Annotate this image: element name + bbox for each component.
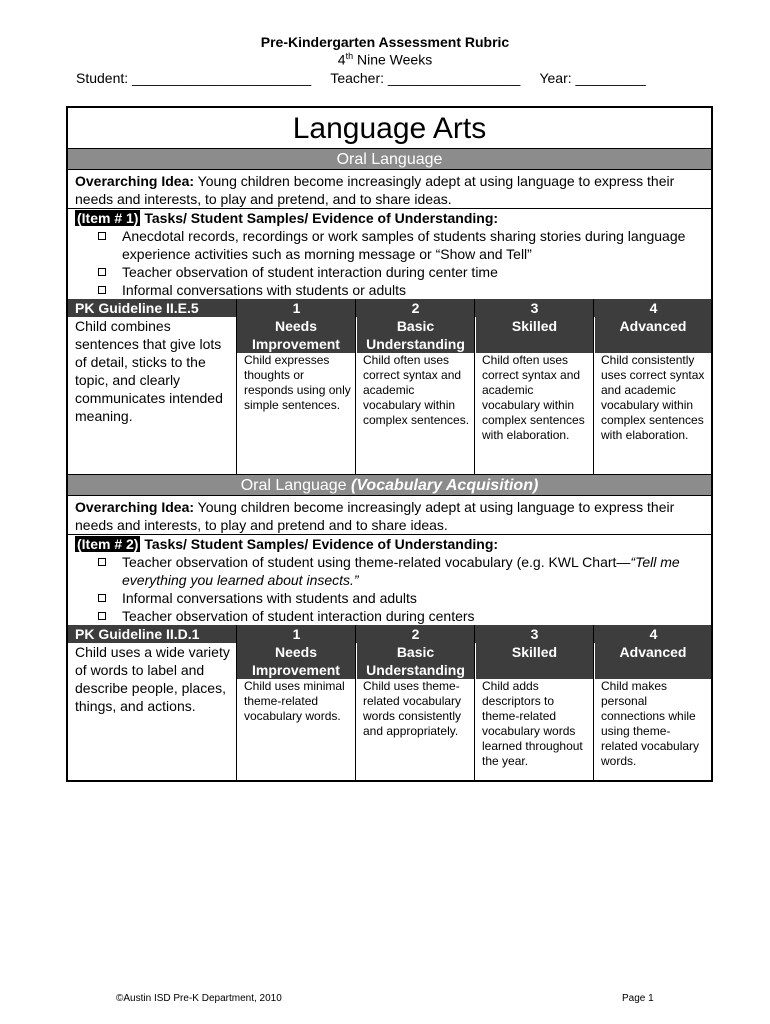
level-name: Needs Improvement (237, 317, 355, 353)
section-1-standard-text: Child combines sentences that give lots of detail, sticks to the topic, and clearly communicates intended meaning. (75, 318, 223, 424)
level-number: 2 (411, 300, 420, 316)
descriptor-skilled: Child adds descriptors to theme-related vocabulary words learned throughout the year. (482, 679, 583, 768)
descriptor-skilled: Child often uses correct syntax and academic vocabulary within complex sentences with elaboration. (482, 353, 585, 442)
level-name: Needs Improvement (237, 643, 355, 679)
section-2-standard-text: Child uses a wide variety of words to label and describe people, places, things, and actions. (75, 644, 230, 714)
column-divider (474, 299, 475, 474)
student-teacher-year-line: Student: _______________________ Teacher: _________________ Year: _________ (76, 70, 646, 86)
column-divider (355, 299, 356, 474)
level-name: Skilled (476, 317, 593, 353)
column-divider (355, 625, 356, 780)
section-1-bar: Oral Language (68, 148, 711, 170)
document-title: Pre-Kindergarten Assessment Rubric (260, 34, 510, 50)
descriptor-basic: Child often uses correct syntax and academic vocabulary within complex sentences. (363, 353, 470, 427)
checkbox-icon (98, 268, 106, 276)
column-divider (236, 299, 237, 474)
footer-page-number: Page 1 (622, 993, 654, 1004)
section-1-bullet: Teacher observation of student interaction during center time (98, 263, 708, 281)
section-2-bullet: Teacher observation of student interaction during centers (98, 607, 708, 625)
checkbox-icon (98, 594, 106, 602)
checkbox-icon (98, 612, 106, 620)
section-1-bullet: Informal conversations with students or adults (98, 281, 708, 299)
section-1-guideline-row (68, 299, 711, 317)
guideline-label: PK Guideline II.D.1 (75, 626, 200, 642)
level-name: Skilled (476, 643, 593, 679)
subject-title: Language Arts (292, 112, 487, 145)
level-number: 4 (649, 300, 658, 316)
footer-copyright: ©Austin ISD Pre-K Department, 2010 (116, 993, 282, 1004)
level-number: 4 (649, 626, 658, 642)
level-number: 3 (530, 300, 539, 316)
section-2-overarching-idea: Overarching Idea: Young children become increasingly adept at using language to express their needs and interests, to play and pretend and to share ideas. (75, 499, 675, 533)
section-2-bar: Oral Language (Vocabulary Acquisition) (68, 474, 711, 496)
level-name: Advanced (595, 643, 711, 679)
level-number: 2 (411, 626, 420, 642)
level-name: Basic Understanding (357, 317, 474, 353)
column-divider (593, 299, 594, 474)
level-number: 1 (292, 300, 301, 316)
column-divider (236, 625, 237, 780)
descriptor-basic: Child uses theme-related vocabulary words consistently and appropriately. (363, 679, 462, 738)
section-2-guideline-row (68, 625, 711, 643)
section-2-bullet: Teacher observation of student using theme-related vocabulary (e.g. KWL Chart—“Tell me everything you learned about insects.” (98, 553, 708, 589)
guideline-label: PK Guideline II.E.5 (75, 300, 199, 316)
descriptor-advanced: Child consistently uses correct syntax and academic vocabulary within complex sentences with elaboration. (601, 353, 705, 442)
period-label: 4th Nine Weeks (337, 51, 433, 68)
level-name: Basic Understanding (357, 643, 474, 679)
section-1-item-heading: (Item # 1) Tasks/ Student Samples/ Evidence of Understanding: (77, 210, 499, 226)
descriptor-needs-improvement: Child uses minimal theme-related vocabulary words. (244, 679, 345, 723)
level-number: 3 (530, 626, 539, 642)
column-divider (593, 625, 594, 780)
descriptor-needs-improvement: Child expresses thoughts or responds using only simple sentences. (244, 353, 351, 412)
checkbox-icon (98, 232, 106, 240)
section-2-bullet: Informal conversations with students and adults (98, 589, 708, 607)
section-2-item-heading: (Item # 2) Tasks/ Student Samples/ Evidence of Understanding: (77, 536, 499, 552)
checkbox-icon (98, 286, 106, 294)
rubric-frame (66, 106, 713, 782)
level-number: 1 (292, 626, 301, 642)
level-name: Advanced (595, 317, 711, 353)
descriptor-advanced: Child makes personal connections while using theme-related vocabulary words. (601, 679, 700, 768)
column-divider (474, 625, 475, 780)
section-1-overarching-idea: Overarching Idea: Young children become increasingly adept at using language to express their needs and interests, to play and pretend, and to share ideas. (75, 173, 675, 207)
checkbox-icon (98, 558, 106, 566)
section-1-bullet: Anecdotal records, recordings or work samples of students sharing stories during language experience activities such as morning message or “Show and Tell” (98, 227, 708, 263)
